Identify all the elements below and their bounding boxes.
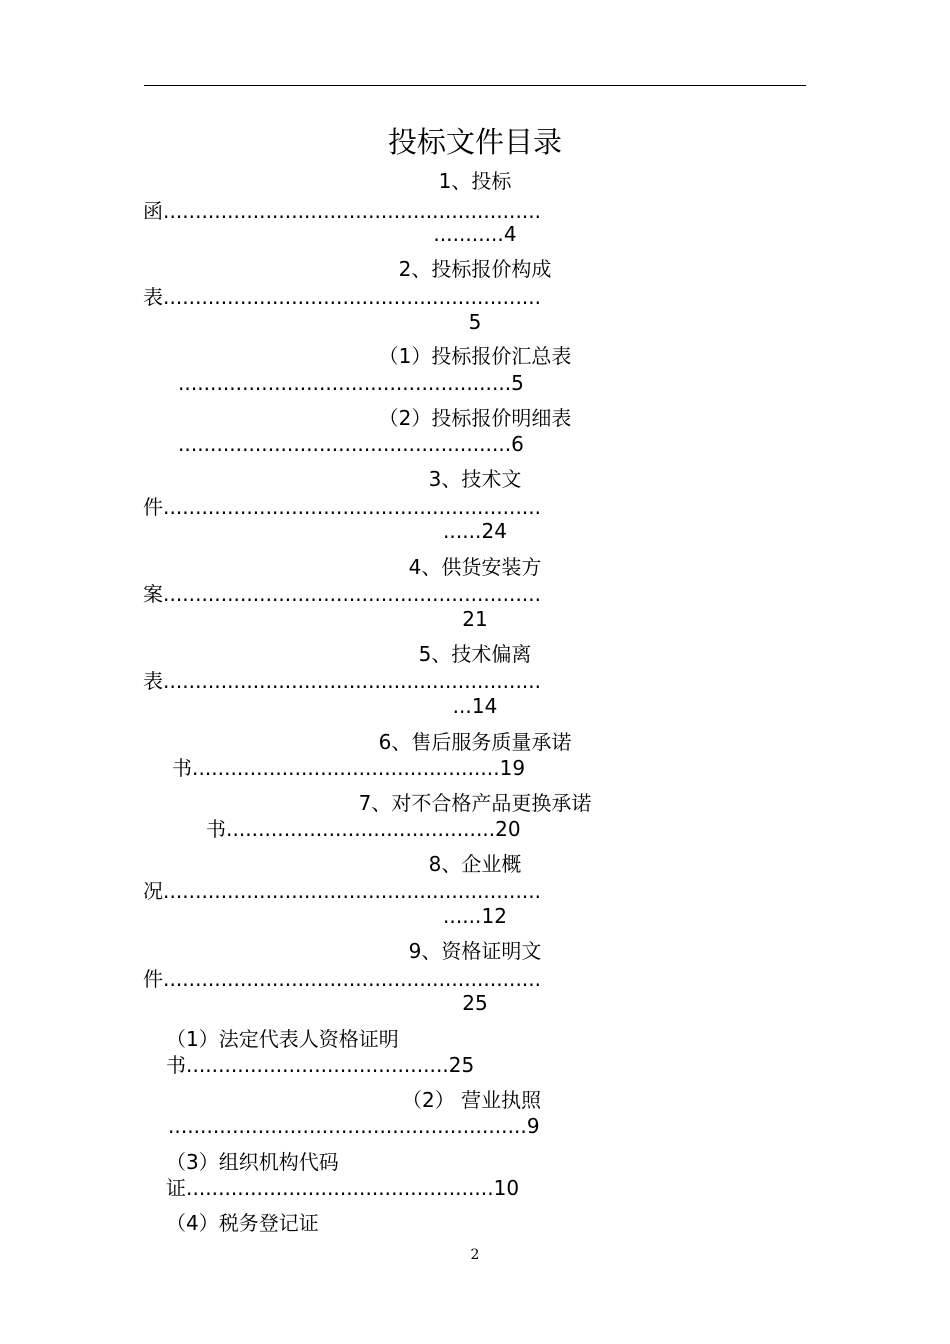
toc-entry-2-2-leader: ....................................................6 [178, 432, 524, 456]
toc-entry-5-page: ...14 [452, 694, 498, 718]
toc-entry-7-label: 7、对不合格产品更换承诺 [358, 791, 592, 815]
toc-entry-9-2-label: （2） 营业执照 [402, 1088, 542, 1112]
toc-entry-8-page: ......12 [443, 904, 507, 928]
toc-entry-3-label: 3、技术文 [428, 467, 522, 491]
toc-entry-9-3-label: （3）组织机构代码 [166, 1150, 339, 1174]
toc-entry-9-1-leader: 书.........................................25 [166, 1053, 475, 1077]
toc-entry-3-leader: 件........................................................... [143, 495, 542, 519]
toc-entry-8-leader: 况........................................................... [143, 879, 542, 903]
toc-entry-1-label: 1、投标 [438, 169, 512, 193]
toc-entry-4-leader: 案........................................................... [143, 582, 542, 606]
toc-entry-4-label: 4、供货安装方 [408, 555, 542, 579]
toc-entry-1-leader: 函........................................................... [143, 199, 542, 223]
toc-entry-9-label: 9、资格证明文 [408, 939, 542, 963]
page-title: 投标文件目录 [387, 125, 562, 159]
toc-entry-8-label: 8、企业概 [428, 852, 522, 876]
toc-entry-2-leader: 表........................................................... [143, 285, 542, 309]
page-number: 2 [470, 1247, 480, 1263]
toc-entry-9-2-leader: ........................................................9 [168, 1114, 540, 1138]
toc-entry-2-2-label: （2）投标报价明细表 [378, 406, 572, 430]
toc-entry-9-1-label: （1）法定代表人资格证明 [166, 1027, 399, 1051]
toc-entry-1-page: ...........4 [433, 222, 517, 246]
toc-entry-5-leader: 表........................................................... [143, 669, 542, 693]
toc-entry-2-label: 2、投标报价构成 [398, 257, 552, 281]
toc-entry-7-leader: 书..........................................20 [206, 817, 521, 841]
toc-entry-9-3-leader: 证................................................10 [166, 1176, 520, 1200]
toc-entry-9-page: 25 [462, 991, 488, 1015]
toc-entry-9-4-label: （4）税务登记证 [166, 1211, 319, 1235]
toc-entry-4-page: 21 [462, 607, 488, 631]
toc-entry-3-page: ......24 [443, 519, 507, 543]
toc-entry-9-leader: 件........................................................... [143, 967, 542, 991]
toc-entry-5-label: 5、技术偏离 [418, 642, 532, 666]
toc-entry-6-label: 6、售后服务质量承诺 [378, 730, 572, 754]
toc-entry-2-page: 5 [468, 310, 482, 334]
toc-entry-2-1-label: （1）投标报价汇总表 [378, 344, 572, 368]
header-rule [144, 85, 806, 86]
toc-entry-6-leader: 书................................................19 [172, 756, 526, 780]
toc-entry-2-1-leader: ....................................................5 [178, 371, 524, 395]
